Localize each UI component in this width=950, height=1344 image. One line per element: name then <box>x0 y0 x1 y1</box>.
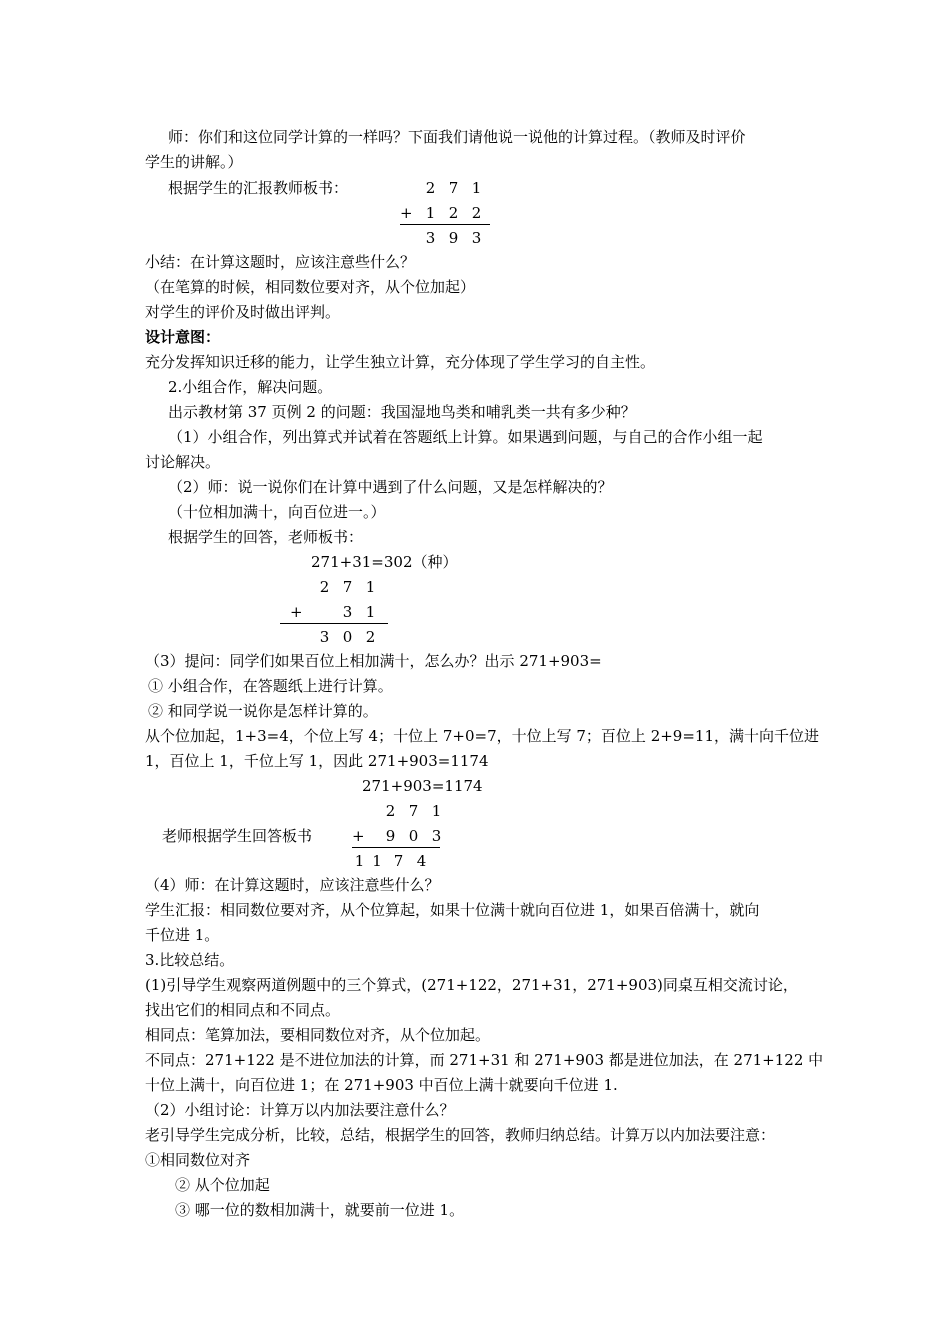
section-compare-summary: 3.比较总结。 <box>145 951 235 969</box>
digit: 1 <box>431 802 442 820</box>
digit: 2 <box>448 204 459 222</box>
vertical-addition-271-903 <box>352 801 452 871</box>
sum-row <box>313 627 382 647</box>
list-item-rule-2: ② 从个位加起 <box>175 1176 270 1194</box>
paragraph-step-2-answer: （十位相加满十，向百位进一。） <box>168 503 386 521</box>
digit: 1 <box>354 852 365 870</box>
digit: 9 <box>385 827 396 845</box>
digit: 2 <box>471 204 482 222</box>
digit: 3 <box>431 827 442 845</box>
paragraph-compare-1: (1)引导学生观察两道例题中的三个算式，(271+122，271+31，271+903)同桌互相交流讨论， <box>145 976 798 994</box>
digit: 2 <box>319 578 330 596</box>
plus-sign: + <box>290 603 303 621</box>
paragraph-differences-cont: 十位上满十，向百位进 1；在 271+903 中百位上满十就要向千位进 1. <box>145 1076 618 1094</box>
addend-top-row <box>356 801 448 821</box>
plus-sign: + <box>352 827 365 845</box>
sum-row <box>419 228 488 248</box>
digit: 2 <box>385 802 396 820</box>
digit: 2 <box>365 628 376 646</box>
digit: 7 <box>408 802 419 820</box>
paragraph-board-intro-2: 根据学生的回答，老师板书： <box>168 528 364 546</box>
paragraph-teacher-summary: 老引导学生完成分析，比较，总结，根据学生的回答，教师归纳总结。计算万以内加法要注意： <box>145 1126 776 1144</box>
plus-sign: + <box>400 204 413 222</box>
paragraph-step-4: （4）师：在计算这题时，应该注意些什么？ <box>145 876 440 894</box>
paragraph-evaluation: 对学生的评价及时做出评判。 <box>145 303 341 321</box>
addend-top-row <box>313 577 382 597</box>
paragraph-step-1-cont: 讨论解决。 <box>145 453 221 471</box>
paragraph-summary-question: 小结：在计算这题时，应该注意些什么？ <box>145 253 416 271</box>
paragraph-board-intro: 根据学生的汇报教师板书： <box>168 179 349 197</box>
section-group-work: 2.小组合作，解决问题。 <box>168 378 333 396</box>
paragraph-explanation: 从个位加起，1+3=4，个位上写 4；十位上 7+0=7，十位上写 7；百位上 2+9=11，满十向千位进 <box>145 727 820 745</box>
digit: 1 <box>425 204 436 222</box>
digit: 1 <box>471 179 482 197</box>
paragraph-explanation-cont: 1，百位上 1，千位上写 1，因此 271+903=1174 <box>145 752 489 770</box>
digit: 4 <box>416 852 427 870</box>
paragraph-example-2: 出示教材第 37 页例 2 的问题：我国湿地鸟类和哺乳类一共有多少种？ <box>168 403 636 421</box>
digit: 7 <box>342 578 353 596</box>
paragraph-teacher-question-cont: 学生的讲解。） <box>145 153 243 171</box>
board-label: 老师根据学生回答板书 <box>162 827 313 845</box>
addend-top-row <box>419 178 488 198</box>
addend-bottom-row <box>400 203 488 223</box>
paragraph-summary-answer: （在笔算的时候，相同数位要对齐，从个位加起） <box>145 278 476 296</box>
addend-bottom-row <box>290 602 382 622</box>
paragraph-student-report: 学生汇报：相同数位要对齐，从个位算起，如果十位满十就向百位进 1，如果百倍满十，就向 <box>145 901 760 919</box>
heading-design-intent: 设计意图： <box>145 328 221 346</box>
digit: 3 <box>425 229 436 247</box>
digit: 7 <box>393 852 404 870</box>
paragraph-compare-1-cont: 找出它们的相同点和不同点。 <box>145 1001 341 1019</box>
digit: 3 <box>342 603 353 621</box>
list-item-rule-3: ③ 哪一位的数相加满十，就要前一位进 1。 <box>175 1201 465 1219</box>
digit: 0 <box>342 628 353 646</box>
vertical-addition-271-31 <box>290 577 400 647</box>
paragraph-similarities: 相同点：笔算加法，要相同数位对齐，从个位加起。 <box>145 1026 491 1044</box>
digit: 1 <box>365 603 376 621</box>
digit: 3 <box>319 628 330 646</box>
paragraph-step-3-item-1: ① 小组合作，在答题纸上进行计算。 <box>148 677 393 695</box>
paragraph-step-2: （2）师：说一说你们在计算中遇到了什么问题，又是怎样解决的？ <box>168 478 613 496</box>
sum-row <box>352 851 433 871</box>
paragraph-design-intent: 充分发挥知识迁移的能力，让学生独立计算，充分体现了学生学习的自主性。 <box>145 353 656 371</box>
digit: 1 <box>365 578 376 596</box>
equation-271-31: 271+31=302（种） <box>311 553 458 571</box>
digit: 7 <box>448 179 459 197</box>
vertical-addition-271-122 <box>400 178 500 248</box>
list-item-rule-1: ①相同数位对齐 <box>145 1151 251 1169</box>
paragraph-group-discussion: （2）小组讨论：计算万以内加法要注意什么？ <box>145 1101 455 1119</box>
paragraph-step-1: （1）小组合作，列出算式并试着在答题纸上计算。如果遇到问题，与自己的合作小组一起 <box>168 428 763 446</box>
digit: 0 <box>408 827 419 845</box>
paragraph-teacher-question: 师：你们和这位同学计算的一样吗？下面我们请他说一说他的计算过程。（教师及时评价 <box>168 128 746 146</box>
paragraph-step-3-item-2: ② 和同学说一说你是怎样计算的。 <box>148 702 378 720</box>
digit: 9 <box>448 229 459 247</box>
sum-line <box>400 224 490 225</box>
paragraph-differences: 不同点：271+122 是不进位加法的计算，而 271+31 和 271+903 都是进位加法，在 271+122 中 <box>145 1051 824 1069</box>
digit: 1 <box>372 852 382 870</box>
digit: 2 <box>425 179 436 197</box>
paragraph-student-report-cont: 千位进 1。 <box>145 926 220 944</box>
equation-271-903: 271+903=1174 <box>362 777 483 795</box>
sum-line <box>280 623 388 624</box>
sum-line <box>352 847 440 848</box>
digit: 3 <box>471 229 482 247</box>
addend-bottom-row <box>352 826 448 846</box>
paragraph-step-3: （3）提问：同学们如果百位上相加满十，怎么办？出示 271+903= <box>145 652 602 670</box>
